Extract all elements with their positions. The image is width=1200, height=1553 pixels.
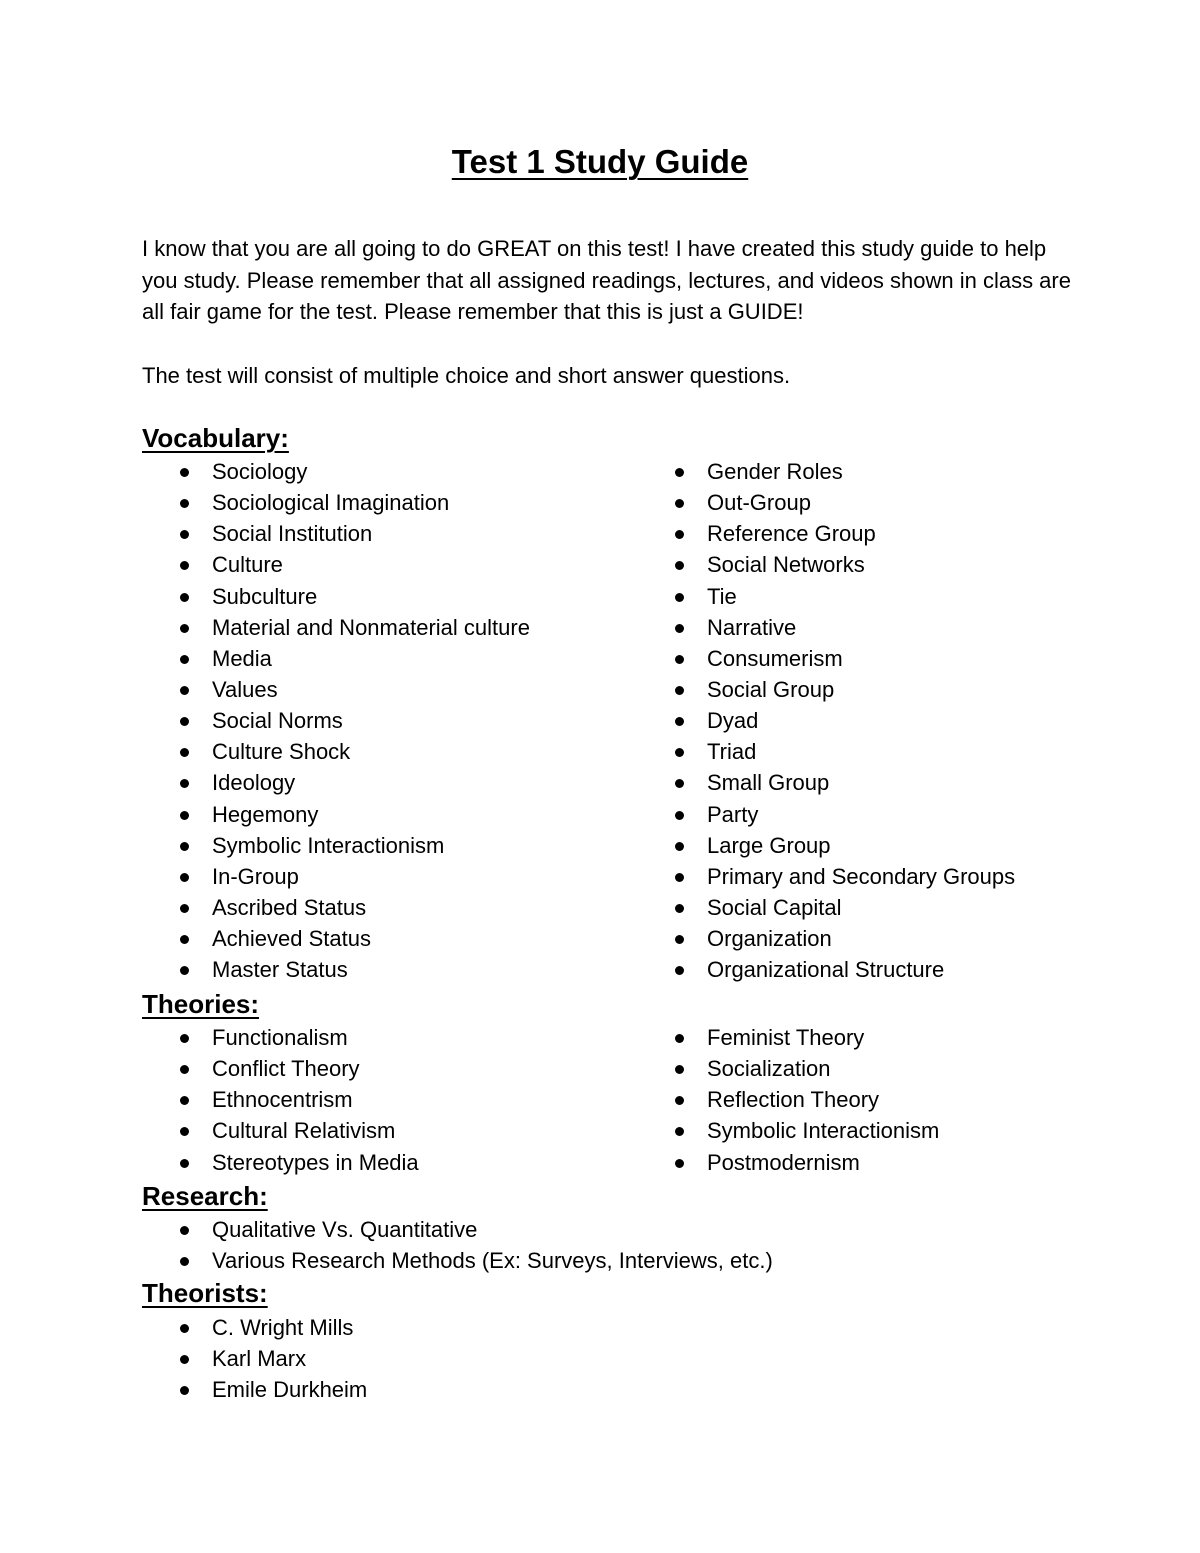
bullet-icon <box>180 468 189 477</box>
list-item-text: Sociology <box>212 459 308 484</box>
list-item-text: Qualitative Vs. Quantitative <box>212 1217 478 1242</box>
research-heading: Research: <box>142 1181 268 1211</box>
bullet-icon <box>675 935 684 944</box>
list-item <box>637 1147 939 1178</box>
list-item <box>142 643 530 674</box>
bullet-icon <box>180 593 189 602</box>
list-item-text: Master Status <box>212 957 348 983</box>
vocabulary-list-left <box>142 456 530 985</box>
list-item-text: Values <box>212 676 278 702</box>
bullet-icon <box>675 655 684 664</box>
bullet-icon <box>180 1226 189 1235</box>
list-item <box>637 1084 939 1115</box>
list-item-text: Reference Group <box>707 521 876 547</box>
list-item <box>637 1053 939 1084</box>
bullet-icon <box>180 1065 189 1074</box>
list-item-text: Primary and Secondary Groups <box>707 863 1016 889</box>
bullet-icon <box>180 499 189 508</box>
bullet-icon <box>180 1127 189 1136</box>
list-item-text: In-Group <box>212 863 299 889</box>
bullet-icon <box>180 686 189 695</box>
bullet-icon <box>675 842 684 851</box>
bullet-icon <box>675 530 684 539</box>
list-item-text: Culture <box>212 552 283 578</box>
bullet-icon <box>180 1386 189 1395</box>
list-item <box>142 1374 367 1405</box>
list-item-text: Culture Shock <box>212 739 351 765</box>
bullet-icon <box>675 1159 684 1168</box>
list-item-text: Achieved Status <box>212 926 371 952</box>
bullet-icon <box>675 686 684 695</box>
list-item-text: Narrative <box>707 614 797 640</box>
list-item <box>142 1214 773 1245</box>
bullet-icon <box>675 593 684 602</box>
list-item <box>637 518 1015 549</box>
bullet-icon <box>675 779 684 788</box>
list-item-text: Social Networks <box>707 552 865 578</box>
list-item <box>142 549 530 580</box>
vocabulary-list-right <box>637 456 1015 985</box>
list-item <box>142 736 530 767</box>
list-item-text: Gender Roles <box>707 459 843 484</box>
list-item <box>142 1312 367 1343</box>
bullet-icon <box>675 966 684 975</box>
list-item-text: Karl Marx <box>212 1346 307 1372</box>
list-item <box>637 892 1015 923</box>
list-item-text: Symbolic Interactionism <box>707 1118 940 1144</box>
bullet-icon <box>180 1034 189 1043</box>
list-item <box>142 674 530 705</box>
list-item-text: Various Research Methods (Ex: Surveys, Interviews, etc.) <box>212 1248 773 1274</box>
list-item-text: Party <box>707 801 759 827</box>
list-item <box>637 549 1015 580</box>
vocabulary-heading: Vocabulary: <box>142 423 289 453</box>
bullet-icon <box>180 561 189 570</box>
bullet-icon <box>180 842 189 851</box>
research-list <box>142 1214 773 1276</box>
bullet-icon <box>180 530 189 539</box>
list-item-text: Social Norms <box>212 708 343 734</box>
list-item <box>142 612 530 643</box>
theorists-list <box>142 1312 367 1405</box>
list-item <box>637 1022 939 1053</box>
bullet-icon <box>675 1127 684 1136</box>
bullet-icon <box>180 1324 189 1333</box>
bullet-icon <box>675 561 684 570</box>
list-item-text: Stereotypes in Media <box>212 1149 419 1175</box>
list-item <box>142 767 530 798</box>
page-title: Test 1 Study Guide <box>451 143 749 180</box>
bullet-icon <box>675 873 684 882</box>
list-item-text: Social Capital <box>707 894 842 920</box>
list-item <box>142 705 530 736</box>
bullet-icon <box>180 779 189 788</box>
list-item <box>142 518 530 549</box>
list-item-text: Organization <box>707 926 832 952</box>
list-item <box>637 736 1015 767</box>
list-item <box>637 861 1015 892</box>
list-item-text: Tie <box>707 583 737 609</box>
list-item <box>142 923 530 954</box>
list-item <box>637 674 1015 705</box>
list-item <box>142 830 530 861</box>
bullet-icon <box>675 904 684 913</box>
theories-list-left <box>142 1022 419 1178</box>
list-item <box>142 487 530 518</box>
list-item-text: Cultural Relativism <box>212 1118 396 1144</box>
list-item-text: Ideology <box>212 770 296 796</box>
list-item-text: Large Group <box>707 832 831 858</box>
bullet-icon <box>180 717 189 726</box>
list-item-text: Out-Group <box>707 490 811 516</box>
bullet-icon <box>180 811 189 820</box>
list-item-text: Media <box>212 645 272 671</box>
list-item <box>142 1115 419 1146</box>
list-item-text: Social Institution <box>212 521 373 547</box>
list-item <box>142 954 530 985</box>
list-item <box>142 456 530 487</box>
theories-list-right <box>637 1022 939 1178</box>
list-item-text: Conflict Theory <box>212 1056 360 1082</box>
bullet-icon <box>675 624 684 633</box>
list-item-text: Ethnocentrism <box>212 1087 353 1113</box>
bullet-icon <box>675 499 684 508</box>
bullet-icon <box>180 1355 189 1364</box>
list-item-text: Dyad <box>707 708 759 734</box>
intro-paragraph: I know that you are all going to do GREAT on this test! I have created this study guide to help you study. Please remember that all assigned readings, lectures, and videos shown in class are all fair game for the test. Please remember that this is just a GUIDE! <box>142 236 1071 324</box>
bullet-icon <box>180 1159 189 1168</box>
list-item-text: Subculture <box>212 583 318 609</box>
list-item <box>142 581 530 612</box>
bullet-icon <box>180 748 189 757</box>
list-item-text: Consumerism <box>707 645 843 671</box>
list-item <box>142 1022 419 1053</box>
theories-heading: Theories: <box>142 989 260 1019</box>
list-item <box>637 954 1015 985</box>
bullet-icon <box>180 1257 189 1266</box>
bullet-icon <box>180 1096 189 1105</box>
list-item-text: Symbolic Interactionism <box>212 832 445 858</box>
list-item-text: Reflection Theory <box>707 1087 880 1113</box>
bullet-icon <box>675 1034 684 1043</box>
bullet-icon <box>675 717 684 726</box>
bullet-icon <box>675 1096 684 1105</box>
list-item-text: Feminist Theory <box>707 1025 865 1050</box>
list-item <box>637 767 1015 798</box>
list-item-text: Organizational Structure <box>707 957 945 983</box>
bullet-icon <box>180 655 189 664</box>
bullet-icon <box>180 966 189 975</box>
list-item <box>637 643 1015 674</box>
list-item <box>142 799 530 830</box>
bullet-icon <box>675 1065 684 1074</box>
list-item <box>637 799 1015 830</box>
list-item-text: Ascribed Status <box>212 894 367 920</box>
list-item <box>637 830 1015 861</box>
bullet-icon <box>675 748 684 757</box>
list-item <box>637 1115 939 1146</box>
list-item <box>142 1245 773 1276</box>
list-item <box>142 1084 419 1115</box>
list-item-text: Functionalism <box>212 1025 348 1050</box>
list-item <box>142 1343 367 1374</box>
bullet-icon <box>180 624 189 633</box>
list-item <box>637 612 1015 643</box>
list-item <box>142 892 530 923</box>
list-item-text: Socialization <box>707 1056 831 1082</box>
list-item-text: Postmodernism <box>707 1149 860 1175</box>
list-item <box>142 1147 419 1178</box>
list-item <box>142 861 530 892</box>
test-format-note: The test will consist of multiple choice and short answer questions. <box>142 363 791 388</box>
list-item <box>637 487 1015 518</box>
list-item-text: Emile Durkheim <box>212 1377 368 1403</box>
list-item-text: Triad <box>707 739 757 765</box>
list-item <box>637 923 1015 954</box>
bullet-icon <box>675 468 684 477</box>
list-item-text: Material and Nonmaterial culture <box>212 614 530 640</box>
list-item-text: C. Wright Mills <box>212 1315 354 1340</box>
list-item-text: Sociological Imagination <box>212 490 450 516</box>
bullet-icon <box>180 904 189 913</box>
bullet-icon <box>180 873 189 882</box>
list-item-text: Hegemony <box>212 801 319 827</box>
bullet-icon <box>675 811 684 820</box>
list-item <box>637 456 1015 487</box>
list-item <box>637 581 1015 612</box>
list-item <box>637 705 1015 736</box>
list-item <box>142 1053 419 1084</box>
bullet-icon <box>180 935 189 944</box>
list-item-text: Small Group <box>707 770 830 796</box>
list-item-text: Social Group <box>707 676 835 702</box>
theorists-heading: Theorists: <box>142 1278 268 1308</box>
